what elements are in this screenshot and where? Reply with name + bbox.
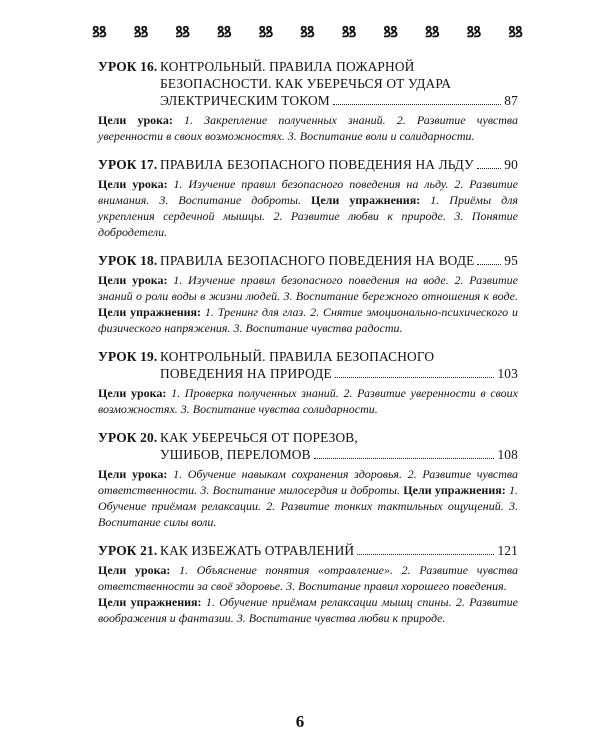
exercise-text: 1. Обучение приёмам релаксации. 2. Развитие тонких тактильных ощущений. 3. Воспитание силы воли. [98, 483, 519, 529]
goals-label: Цели урока: [98, 177, 168, 191]
leader-dots [357, 554, 494, 555]
lesson-title: КОНТРОЛЬНЫЙ. ПРАВИЛА БЕЗОПАСНОГО [160, 349, 435, 364]
lesson-title: ЭЛЕКТРИЧЕСКИМ ТОКОМ [160, 93, 330, 108]
goals-label: Цели урока: [98, 113, 173, 127]
ornament-icon: ꝸꝸ [92, 24, 106, 41]
ornament-icon: ꝸꝸ [424, 24, 439, 41]
toc-title-row [98, 92, 518, 109]
ornament-icon: ꝸꝸ [133, 24, 148, 41]
toc-title-row [98, 252, 518, 269]
leader-dots [477, 264, 501, 265]
lesson-number: УРОК 18. [98, 253, 158, 268]
toc-title-row [98, 156, 518, 173]
page-ref: 103 [497, 366, 518, 381]
leader-dots [314, 458, 495, 459]
toc-entry-lesson-20 [98, 429, 518, 530]
lesson-title: ПОВЕДЕНИЯ НА ПРИРОДЕ [160, 366, 332, 381]
ornament-icon: ꝸꝸ [175, 24, 189, 41]
lesson-title: КАК ИЗБЕЖАТЬ ОТРАВЛЕНИЙ [160, 543, 355, 558]
ornament-icon: ꝸꝸ [258, 24, 273, 41]
toc-title-row [98, 58, 518, 75]
lesson-goals [98, 385, 518, 417]
exercise-label: Цели упражнения: [311, 193, 421, 207]
toc-entry-lesson-21 [98, 542, 518, 626]
goals-text: 1. Обучение навыкам сохранения здоровья. 2. Развитие чувства ответственности. 3. Воспитание милосердия и доброты. [98, 467, 519, 497]
decorative-border [92, 20, 522, 46]
page-number: 6 [295, 712, 305, 731]
toc-title-row [98, 542, 518, 559]
ornament-icon: ꝸꝸ [300, 24, 314, 41]
lesson-title: УШИБОВ, ПЕРЕЛОМОВ [160, 447, 311, 462]
toc-title-row [98, 365, 518, 382]
lesson-title: ПРАВИЛА БЕЗОПАСНОГО ПОВЕДЕНИЯ НА ВОДЕ [160, 253, 475, 268]
table-of-contents [98, 58, 518, 638]
toc-entry-lesson-19 [98, 348, 518, 417]
toc-title-row [98, 446, 518, 463]
lesson-title: БЕЗОПАСНОСТИ. КАК УБЕРЕЧЬСЯ ОТ УДАРА [160, 76, 452, 91]
ornament-icon: ꝸꝸ [383, 24, 398, 41]
leader-dots [477, 168, 502, 169]
goals-text: 1. Закрепление полученных знаний. 2. Развитие чувства уверенности в своих возможностях. 3. Воспитание воли и солидарности. [98, 113, 518, 143]
lesson-number: УРОК 17. [98, 157, 158, 172]
goals-text: 1. Проверка полученных знаний. 2. Развитие уверенности в своих возможностях. 3. Воспитание чувства солидарности. [98, 386, 519, 416]
lesson-goals [98, 176, 518, 240]
page-ref: 87 [504, 93, 518, 108]
toc-entry-lesson-17 [98, 156, 518, 240]
toc-entry-lesson-16 [98, 58, 518, 144]
lesson-title: КАК УБЕРЕЧЬСЯ ОТ ПОРЕЗОВ, [160, 430, 358, 445]
page-ref: 90 [504, 157, 518, 172]
goals-label: Цели урока: [98, 563, 171, 577]
exercise-label: Цели упражнения: [403, 483, 506, 497]
ornament-icon: ꝸꝸ [341, 24, 356, 41]
goals-label: Цели урока: [98, 386, 167, 400]
goals-label: Цели урока: [98, 273, 168, 287]
ornament-icon: ꝸꝸ [466, 24, 481, 41]
toc-title-row [98, 348, 518, 365]
lesson-number: УРОК 19. [98, 349, 158, 364]
lesson-title: КОНТРОЛЬНЫЙ. ПРАВИЛА ПОЖАРНОЙ [160, 59, 415, 74]
toc-title-row [98, 429, 518, 446]
lesson-goals [98, 112, 518, 144]
lesson-number: УРОК 16. [98, 59, 158, 74]
toc-title-row [98, 75, 518, 92]
lesson-goals [98, 466, 518, 530]
ornament-icon: ꝸꝸ [508, 24, 522, 41]
goals-label: Цели урока: [98, 467, 168, 481]
goals-text: 1. Изучение правил безопасного поведения на льду. 2. Развитие внимания. 3. Воспитание доброты. [98, 177, 519, 207]
leader-dots [335, 377, 495, 378]
goals-text: 1. Объяснение понятия «отравление». 2. Развитие чувства ответственности за своё здоровье. 3. Воспитание правил хорошего поведения. [98, 563, 519, 593]
exercise-label: Цели упражнения: [98, 305, 202, 319]
exercise-text: 1. Приёмы для укрепления сердечной мышцы. 2. Развитие любви к природе. 3. Понятие добродетели. [98, 193, 519, 239]
exercise-text: 1. Обучение приёмам релаксации мышц спины. 2. Развитие воображения и фантазии. 3. Воспитание чувства любви к природе. [98, 595, 518, 625]
toc-entry-lesson-18 [98, 252, 518, 336]
page-ref: 95 [504, 253, 518, 268]
lesson-title: ПРАВИЛА БЕЗОПАСНОГО ПОВЕДЕНИЯ НА ЛЬДУ [160, 157, 474, 172]
lesson-number: УРОК 20. [98, 430, 158, 445]
lesson-number: УРОК 21. [98, 543, 158, 558]
page-ref: 121 [497, 543, 518, 558]
exercise-label: Цели упражнения: [98, 595, 202, 609]
leader-dots [333, 104, 501, 105]
page-ref: 108 [497, 447, 518, 462]
lesson-goals [98, 562, 518, 626]
exercise-text: 1. Тренинг для глаз. 2. Снятие эмоционально-психического и физического напряжения. 3. Воспитание чувства радости. [98, 305, 519, 335]
lesson-goals [98, 272, 518, 336]
ornament-icon: ꝸꝸ [216, 24, 231, 41]
goals-text: 1. Изучение правил безопасного поведения на воде. 2. Развитие знаний о роли воды в жизни людей. 3. Воспитание бережного отношения к воде. [98, 273, 518, 303]
